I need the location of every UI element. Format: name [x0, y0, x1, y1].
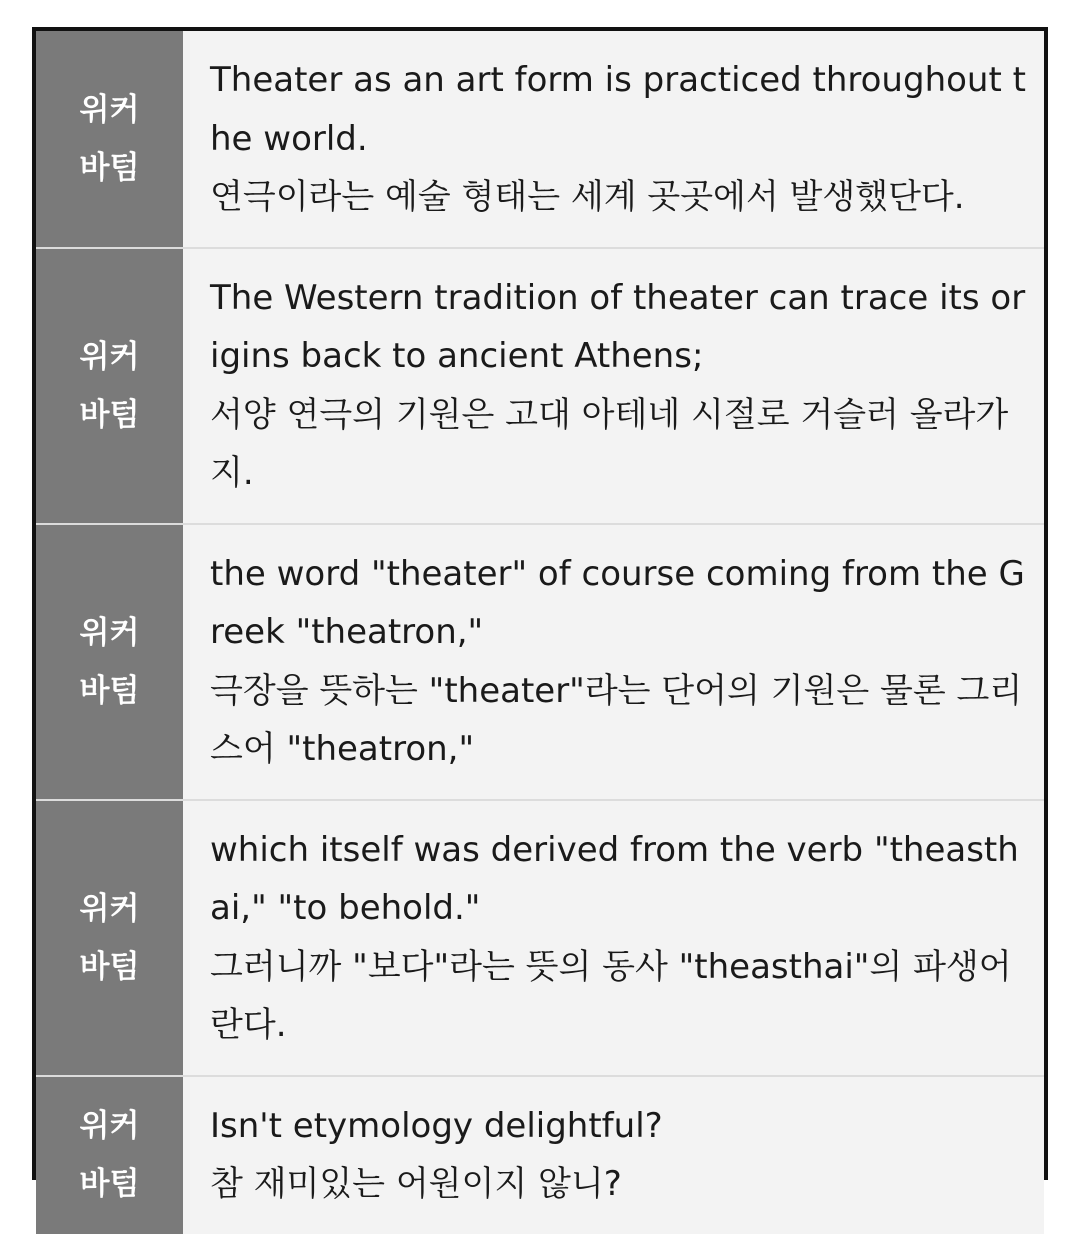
- speaker-name: 위커바텀: [79, 1108, 140, 1202]
- dialogue-row: [36, 1076, 1044, 1234]
- korean-line: 서양 연극의 기원은 고대 아테네 시절로 거슬러 올라가지.: [210, 394, 1009, 493]
- dialogue-row: [36, 800, 1044, 1076]
- speaker-name: 위커바텀: [79, 338, 140, 433]
- korean-line: 참 재미있는 어원이지 않니?: [210, 1164, 622, 1204]
- speaker-name: 위커바텀: [79, 614, 140, 709]
- english-line: Theater as an art form is practiced throughout the world.: [210, 60, 1026, 159]
- speaker-label: [36, 31, 183, 248]
- speaker-label: [36, 524, 183, 800]
- korean-line: 극장을 뜻하는 "theater"라는 단어의 기원은 물론 그리스어 "theatron,": [210, 670, 1023, 769]
- english-line: the word "theater" of course coming from the Greek "theatron,": [210, 553, 1025, 652]
- speaker-label: [36, 248, 183, 524]
- dialogue-line: [183, 248, 1044, 524]
- speaker-name: 위커바텀: [79, 91, 140, 186]
- english-line: which itself was derived from the verb "theasthai," "to behold.": [210, 829, 1019, 928]
- dialogue-table-frame: [32, 27, 1048, 1204]
- dialogue-row: [36, 524, 1044, 800]
- dialogue-row: [36, 248, 1044, 524]
- korean-line: 그러니까 "보다"라는 뜻의 동사 "theasthai"의 파생어란다.: [210, 946, 1012, 1045]
- english-line: Isn't etymology delightful?: [210, 1105, 663, 1146]
- speaker-label: [36, 1076, 183, 1234]
- speaker-name: 위커바텀: [79, 890, 140, 985]
- dialogue-line: [183, 800, 1044, 1076]
- dialogue-row: [36, 31, 1044, 248]
- dialogue-line: [183, 524, 1044, 800]
- speaker-label: [36, 800, 183, 1076]
- dialogue-line: [183, 31, 1044, 248]
- english-line: The Western tradition of theater can trace its origins back to ancient Athens;: [210, 277, 1026, 376]
- dialogue-table: [36, 31, 1044, 1234]
- dialogue-line: [183, 1076, 1044, 1234]
- korean-line: 연극이라는 예술 형태는 세계 곳곳에서 발생했단다.: [210, 177, 965, 217]
